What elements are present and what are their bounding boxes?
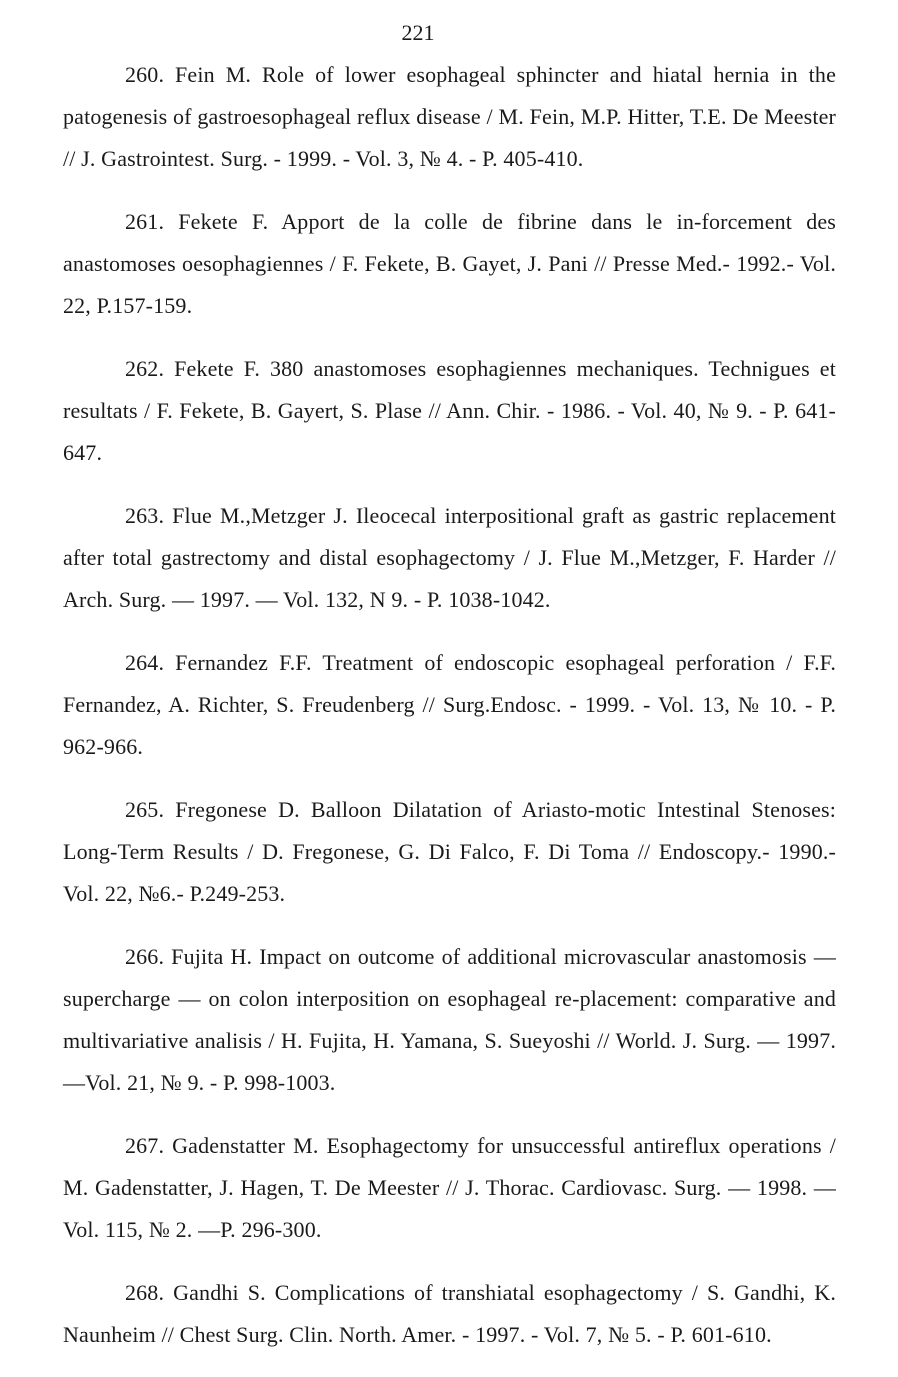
reference-item: 264. Fernandez F.F. Treatment of endoscopic esophageal perforation / F.F. Fernandez, A. Richter, S. Freudenberg // Surg.Endosc. - 1999. - Vol. 13, № 10. - P. 962-966. bbox=[63, 650, 836, 759]
reference-item: 262. Fekete F. 380 anastomoses esophagiennes mechaniques. Technigues et resultats / F. Fekete, B. Gayert, S. Plase // Ann. Chir. - 1986. - Vol. 40, № 9. - P. 641-647. bbox=[63, 356, 836, 465]
reference-item: 263. Flue M.,Metzger J. Ileocecal interpositional graft as gastric replacement after total gastrectomy and distal esophagectomy / J. Flue M.,Metzger, F. Harder // Arch. Surg. — 1997. — Vol. 132, N 9. - P. 1038-1042. bbox=[63, 503, 836, 612]
reference-item: 266. Fujita H. Impact on outcome of additional microvascular anastomosis — supercharge — on colon interposition on esophageal re-placement: comparative and multivariative analisis / H. Fujita, H. Yamana, S. Sueyoshi // World. J. Surg. — 1997. —Vol. 21, № 9. - P. 998-1003. bbox=[63, 944, 836, 1095]
reference-item: 261. Fekete F. Apport de la colle de fibrine dans le in-forcement des anastomoses oesophagiennes / F. Fekete, B. Gayet, J. Pani // Presse Med.- 1992.- Vol. 22, P.157-159. bbox=[63, 209, 836, 318]
reference-item: 268. Gandhi S. Complications of transhiatal esophagectomy / S. Gandhi, K. Naunheim // Chest Surg. Clin. North. Amer. - 1997. - Vol. 7, № 5. - P. 601-610. bbox=[63, 1280, 836, 1347]
reference-item: 260. Fein M. Role of lower esophageal sphincter and hiatal hernia in the patogenesis of gastroesophageal reflux disease / M. Fein, M.P. Hitter, T.E. De Meester // J. Gastrointest. Surg. - 1999. - Vol. 3, № 4. - P. 405-410. bbox=[63, 62, 836, 171]
page-number: 221 bbox=[401, 20, 435, 45]
reference-item: 265. Fregonese D. Balloon Dilatation of Ariasto-motic Intestinal Stenoses: Long-Term Results / D. Fregonese, G. Di Falco, F. Di Toma // Endoscopy.- 1990.- Vol. 22, №6.- P.249-253. bbox=[63, 797, 836, 906]
reference-item: 267. Gadenstatter M. Esophagectomy for unsuccessful antireflux operations / M. Gadenstatter, J. Hagen, T. De Meester // J. Thorac. Cardiovasc. Surg. — 1998. — Vol. 115, № 2. —P. 296-300. bbox=[63, 1133, 836, 1242]
reference-list bbox=[63, 54, 836, 1377]
